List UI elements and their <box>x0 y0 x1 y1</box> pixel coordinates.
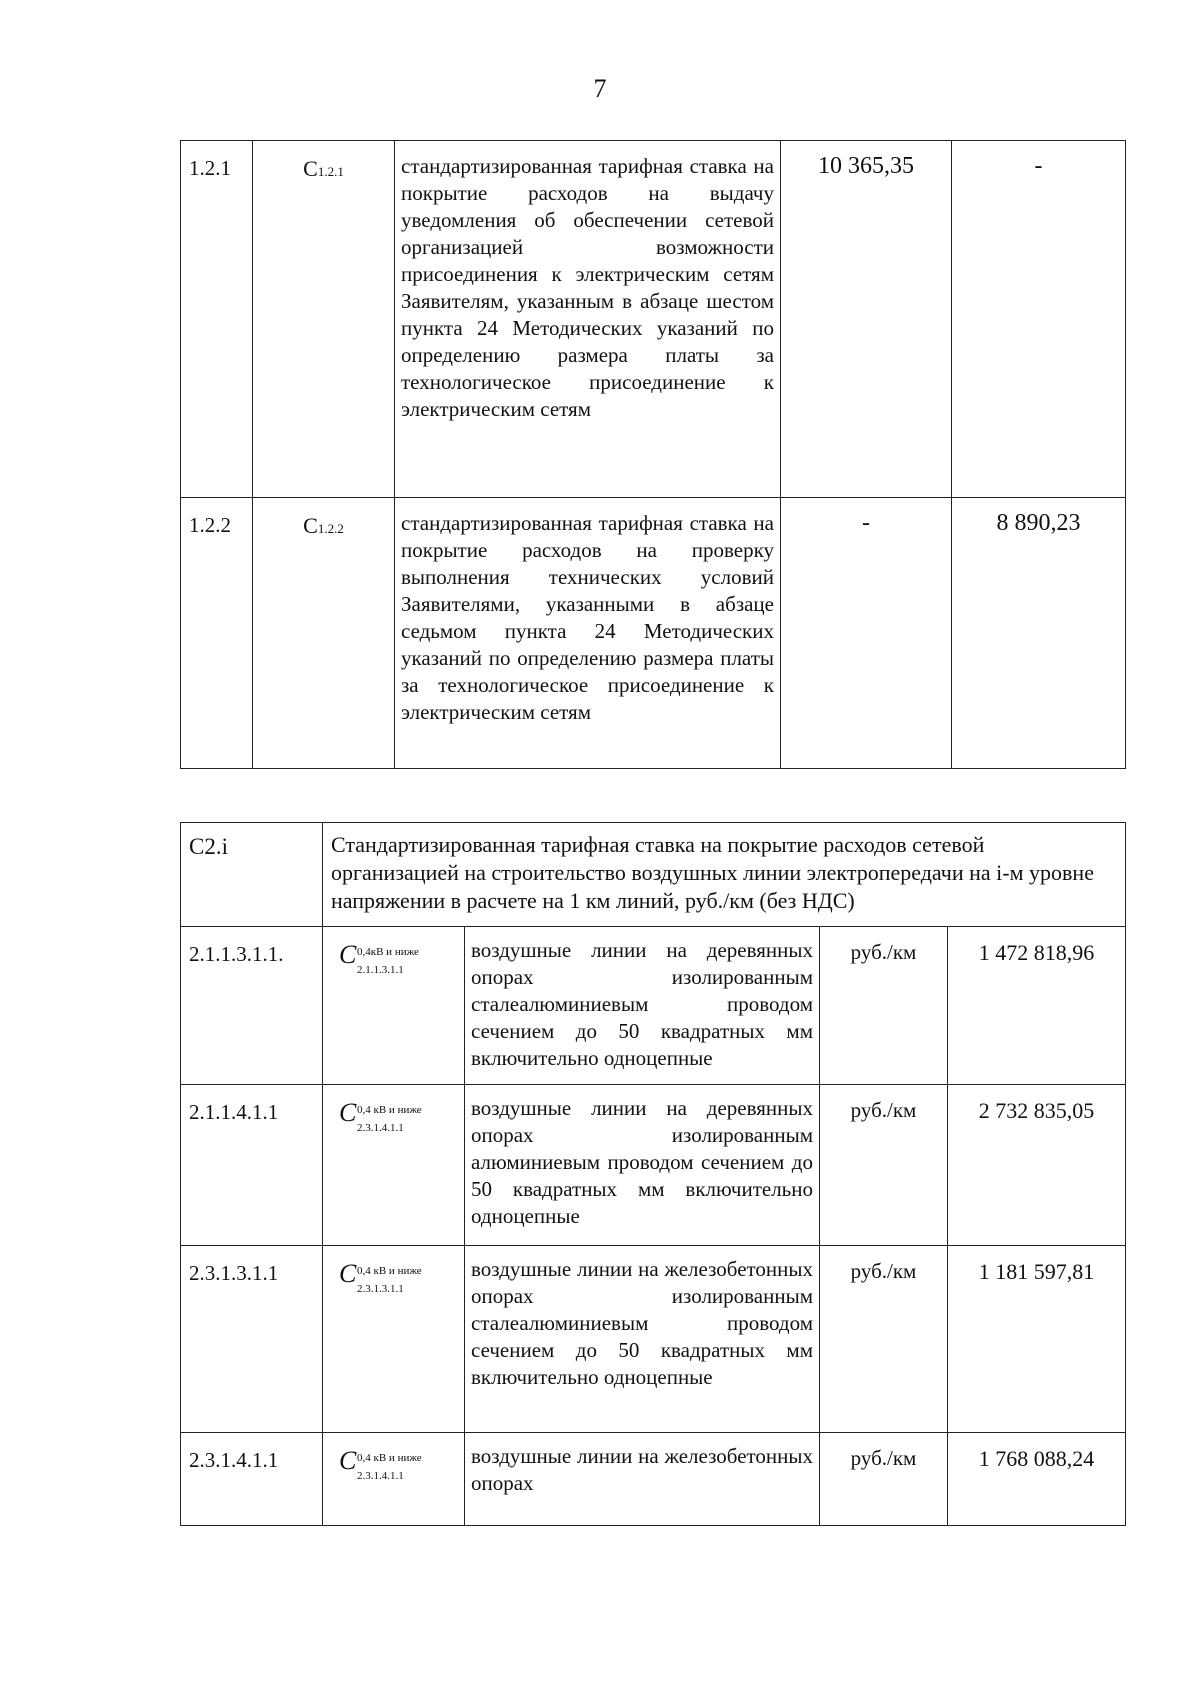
row-code: 2.3.1.4.1.1 <box>181 1433 323 1526</box>
symbol-letter: C <box>339 1446 357 1475</box>
row-description: воздушные линии на деревянных опорах изолированным алюминиевым проводом сечением до 50 квадратных мм включительно одноцепные <box>465 1085 820 1246</box>
row-code: 2.1.1.3.1.1. <box>181 927 323 1085</box>
rate-symbol <box>323 1433 465 1526</box>
table-row <box>181 498 1126 769</box>
row-description: стандартизированная тарифная ставка на покрытие расходов на выдачу уведомления об обеспечении сетевой организацией возможности присоединения к электрическим сетям Заявителям, указанным в абзаце шестом пункта 24 Методических указаний по определению размера платы за технологическое присоединение к электрическим сетям <box>395 141 781 498</box>
rate-symbol <box>253 141 395 498</box>
row-value: 1 181 597,81 <box>948 1246 1126 1433</box>
symbol-letter: C <box>339 940 357 969</box>
section-code: C2.i <box>181 823 323 927</box>
row-description: стандартизированная тарифная ставка на покрытие расходов на проверку выполнения технических условий Заявителями, указанными в абзаце седьмом пункта 24 Методических указаний по определению размера платы за технологическое присоединение к электрическим сетям <box>395 498 781 769</box>
symbol-letter: C <box>303 156 318 181</box>
symbol-subscript: 2.3.1.4.1.1 <box>357 1470 404 1482</box>
row-value-1: 10 365,35 <box>781 141 952 498</box>
row-code: 1.2.1 <box>181 141 253 498</box>
row-code: 2.1.1.4.1.1 <box>181 1085 323 1246</box>
row-value: 2 732 835,05 <box>948 1085 1126 1246</box>
page-number: 7 <box>593 74 607 103</box>
table-row <box>181 1246 1126 1433</box>
table-header-row <box>181 823 1126 927</box>
symbol-superscript: 0,4 кВ и ниже <box>357 1265 422 1277</box>
row-description: воздушные линии на железобетонных опорах <box>465 1433 820 1526</box>
row-value-2: 8 890,23 <box>952 498 1126 769</box>
rate-symbol <box>323 927 465 1085</box>
section-title: Стандартизированная тарифная ставка на покрытие расходов сетевой организацией на строительство воздушных линии электропередачи на i-м уровне напряжении в расчете на 1 км линий, руб./км (без НДС) <box>323 823 1126 927</box>
symbol-superscript: 0,4 кВ и ниже <box>357 1452 422 1464</box>
row-description: воздушные линии на железобетонных опорах изолированным сталеалюминиевым проводом сечением до 50 квадратных мм включительно одноцепные <box>465 1246 820 1433</box>
symbol-subscript: 1.2.1 <box>317 164 344 179</box>
symbol-subscript: 2.3.1.4.1.1 <box>357 1122 404 1134</box>
rate-symbol <box>253 498 395 769</box>
symbol-letter: C <box>303 513 318 538</box>
symbol-letter: C <box>339 1259 357 1288</box>
table-row <box>181 1433 1126 1526</box>
symbol-superscript: 0,4 кВ и ниже <box>357 1104 422 1116</box>
row-unit: руб./км <box>820 1085 948 1246</box>
row-value-2: - <box>952 141 1126 498</box>
rate-symbol <box>323 1246 465 1433</box>
symbol-subscript: 2.3.1.3.1.1 <box>357 1283 404 1295</box>
row-value-1: - <box>781 498 952 769</box>
row-value: 1 768 088,24 <box>948 1433 1126 1526</box>
table-row <box>181 1085 1126 1246</box>
rate-symbol <box>323 1085 465 1246</box>
table-row <box>181 927 1126 1085</box>
symbol-subscript: 1.2.2 <box>317 521 344 536</box>
row-unit: руб./км <box>820 1246 948 1433</box>
row-description: воздушные линии на деревянных опорах изолированным сталеалюминиевым проводом сечением до 50 квадратных мм включительно одноцепные <box>465 927 820 1085</box>
rates-table-2 <box>180 822 1126 1526</box>
symbol-superscript: 0,4кВ и ниже <box>357 946 419 958</box>
row-unit: руб./км <box>820 1433 948 1526</box>
row-unit: руб./км <box>820 927 948 1085</box>
row-code: 2.3.1.3.1.1 <box>181 1246 323 1433</box>
symbol-letter: C <box>339 1098 357 1127</box>
rates-table-1 <box>180 140 1126 769</box>
row-code: 1.2.2 <box>181 498 253 769</box>
symbol-subscript: 2.1.1.3.1.1 <box>357 964 404 976</box>
table-row <box>181 141 1126 498</box>
row-value: 1 472 818,96 <box>948 927 1126 1085</box>
